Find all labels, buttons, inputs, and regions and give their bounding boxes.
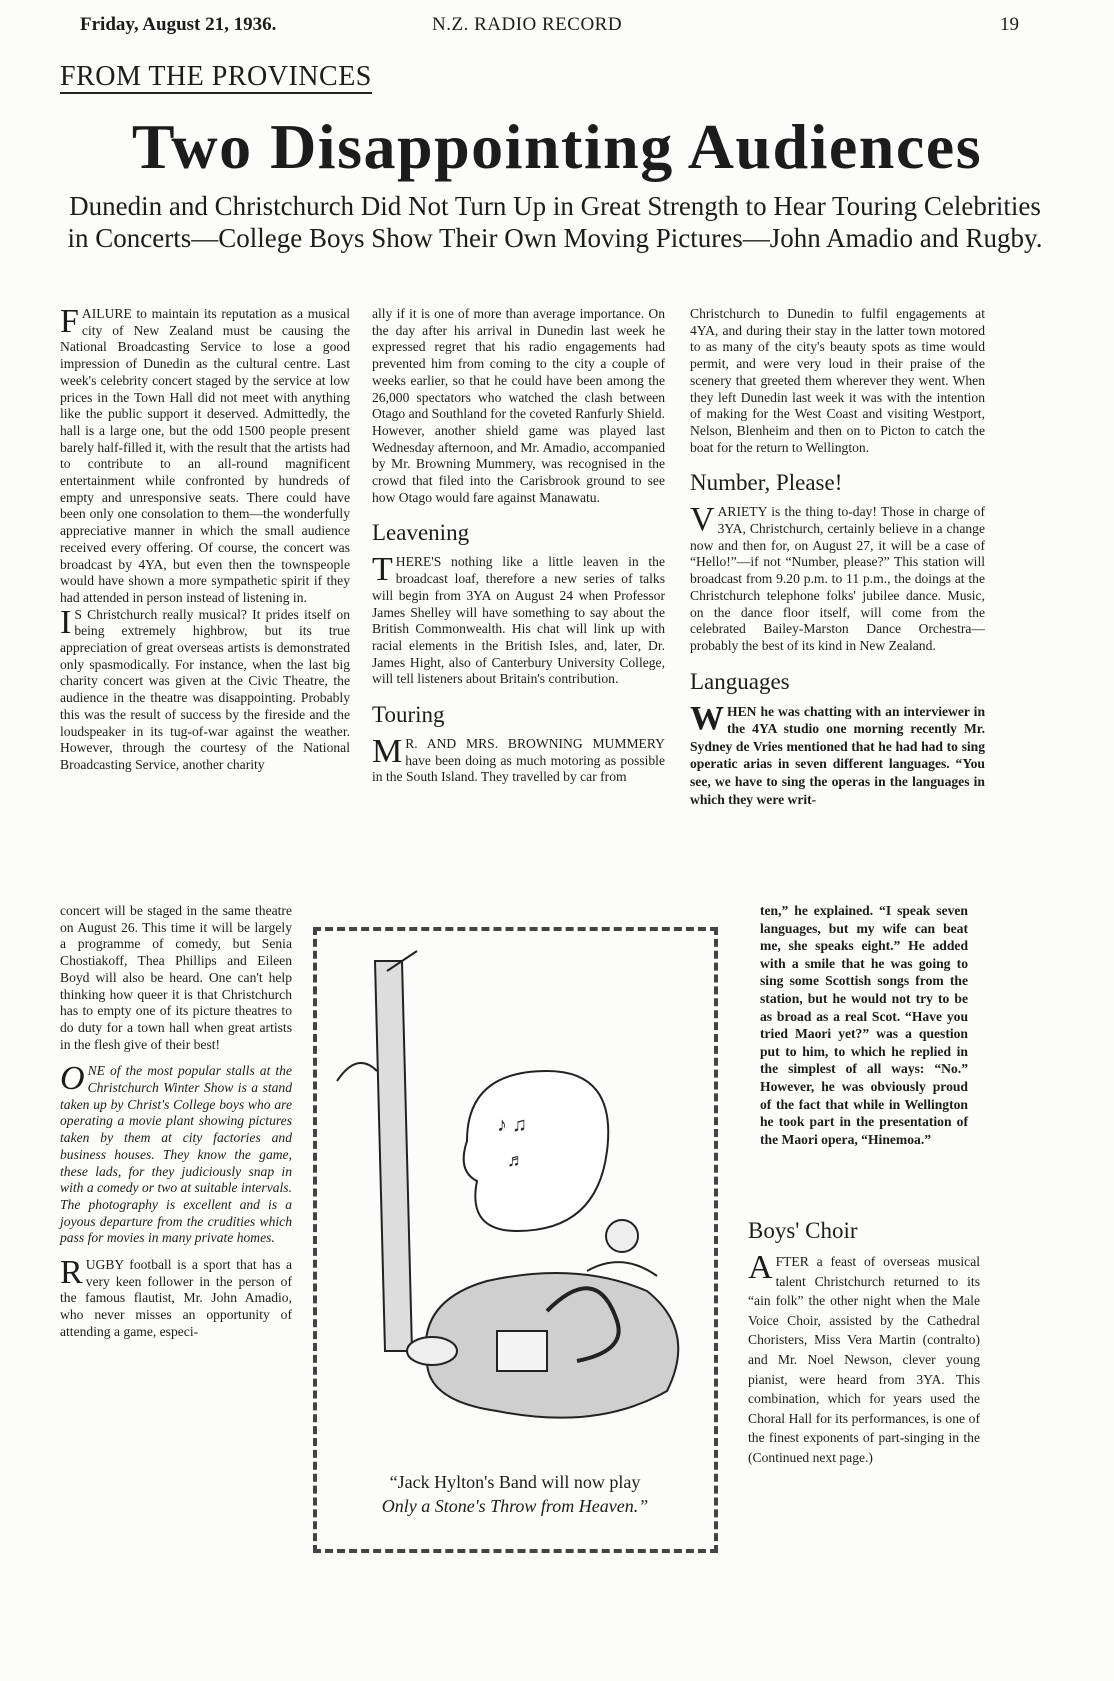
- drop-cap: V: [690, 501, 715, 539]
- paragraph-leavening: [372, 551, 665, 688]
- column-1-bottom: [60, 903, 292, 1341]
- paragraph-text: FTER a feast of overseas musical talent Christchurch returned to its “ain folk” the other night when the Male Voice Choir, assisted by the Cathedral Choristers, Miss Vera Martin (contralto) and Mr. Noel Newson, clever young pianist, were heard from 3YA. This combination, which for years used the Choral Hall for its performances, is one of the finest exponents of part-singing in the (Continued next page.): [748, 1254, 980, 1465]
- drop-cap: T: [372, 551, 393, 589]
- radio-box: [497, 1331, 547, 1371]
- paragraph-text: ally if it is one of more than average importance. On the day after his arrival in Dunedin last week he expressed regret that his radio engagements had prevented him from coming to the city a couple of weeks earlier, so that he could have been among the 26,000 spectators who watched the clash between Otago and Southland for the coveted Ranfurly Shield. However, another shield game was played last Wednesday afternoon, and Mr. Amadio, accompanied by Mr. Browning Mummery, was recognised in the crowd that filed into the Carisbrook ground to see how Otago would fare against Manawatu.: [372, 306, 665, 505]
- ghost-music-cloud: [464, 1071, 609, 1231]
- column-3-boys-choir: [748, 1218, 980, 1468]
- svg-text:♪ ♫: ♪ ♫: [497, 1114, 527, 1136]
- paragraph-failure: [60, 303, 350, 607]
- paragraph-touring: [372, 733, 665, 786]
- paragraph-text: UGBY football is a sport that has a very keen follower in the person of the famous flautist, Mr. John Amadio, who never misses an opportunity of attending a game, especi-: [60, 1257, 292, 1339]
- svg-text:♬: ♬: [507, 1150, 525, 1170]
- cartoon-illustration: [317, 931, 714, 1451]
- issue-date: Friday, August 21, 1936.: [80, 14, 277, 35]
- paragraph-text: Christchurch to Dunedin to fulfil engagements at 4YA, and during their stay in the latter town motored to as many of the city's beauty spots as time would permit, and were very loud in their praise of the scenery that greeted them wherever they went. When they left Dunedin last week it was with the intention of making for the West Coast and visiting Westport, Nelson, Blenheim and then on to Picton to catch the boat for the return to Wellington.: [690, 306, 985, 455]
- cartoon-caption: [330, 1470, 700, 1518]
- gramophone: [407, 1337, 457, 1365]
- subheadline: Dunedin and Christchurch Did Not Turn Up in Great Strength to Hear Touring Celebrities in Concerts—College Boys Show Their Own Moving Pictures—John Amadio and Rugby.: [67, 191, 1043, 253]
- cartoon-frame: [313, 927, 718, 1553]
- paragraph-text: HERE'S nothing like a little leaven in the broadcast loaf, therefore a new series of talks will begin from 3YA on August 24 when Professor James Shelley will have something to say about the British Commonwealth. His chat will link up with racial elements in the British Isles, and, later, Dr. James Hight, also of Canterbury University College, will tell listeners about Britain's contribution.: [372, 554, 665, 687]
- paragraph-text: HEN he was chatting with an interviewer in the 4YA studio one morning recently Mr. Sydney de Vries mentioned that he had had to sing operatic arias in seven different languages. “You see, we have to sing the operas in the languages in which they were writ-: [690, 703, 985, 807]
- subheading-boys-choir: Boys' Choir: [748, 1218, 858, 1243]
- tree-trunk: [375, 961, 412, 1351]
- paragraph-text: R. AND MRS. BROWNING MUMMERY have been doing as much motoring as possible in the South Island. They travelled by car from: [372, 736, 665, 785]
- paragraph-number-please: [690, 501, 985, 654]
- drop-cap: W: [690, 699, 724, 737]
- paragraph-rugby: [60, 1254, 292, 1341]
- drop-cap: A: [748, 1249, 773, 1286]
- paragraph-text: ten,” he explained. “I speak seven languages, but my wife can beat me, she speaks eight.” He added with a smile that he was going to sing some Scottish songs from the station, but he would not try to be as broad as a real Scot. “Have you tried Maori yet?” was a question put to him, to which he replied in the simplest of all ways: “No.” However, he was obviously proud of the fact that while in Wellington he took part in the presentation of the Maori opera, “Hinemoa.”: [760, 903, 968, 1147]
- subheading-leavening: Leavening: [372, 520, 470, 546]
- paragraph-text: S Christchurch really musical? It prides itself on being extremely highbrow, but its true appreciation of great overseas artists is demonstrated only spasmodically. For instance, when the last big charity concert was given at the Civic Theatre, the audience in the theatre was disappointing. Probably this was the result of success by the fireside and the loudspeaker in its tug-of-war against the weather. However, through the courtesy of the National Broadcasting Service, another charity: [60, 606, 350, 772]
- caption-line-2: Only a Stone's Throw from Heaven.”: [381, 1496, 649, 1516]
- drop-cap: R: [60, 1254, 83, 1292]
- man-head: [606, 1220, 638, 1252]
- drop-cap: M: [372, 733, 403, 771]
- paragraph-winter-show: [60, 1060, 292, 1247]
- subheading-number-please: Number, Please!: [690, 470, 843, 496]
- column-2: [372, 306, 665, 786]
- paragraph-languages: [690, 699, 985, 809]
- paragraph-boys-choir: [748, 1249, 980, 1468]
- page-number: 19: [1000, 14, 1019, 35]
- paragraph-text: ARIETY is the thing to-day! Those in charge of 3YA, Christchurch, certainly believe in a change now and then for, on August 27, it will be a case of “Hello!”—if not “Number, please?” This station will broadcast from 9.20 p.m. to 11 p.m., the doings at the Christchurch telephone folks' jubilee dance. Music, on the dance floor itself, will come from the celebrated Bailey-Marston Dance Orchestra—probably the best of its kind in New Zealand.: [690, 504, 985, 653]
- subheading-touring: Touring: [372, 702, 445, 728]
- section-kicker: FROM THE PROVINCES: [60, 61, 372, 92]
- grass-mound: [426, 1273, 679, 1418]
- drop-cap: I: [60, 603, 72, 641]
- publication-title: N.Z. RADIO RECORD: [432, 14, 623, 35]
- paragraph-text: AILURE to maintain its reputation as a musical city of New Zealand must be causing the National Broadcasting Service to lose a good impression of Dunedin as the cultural centre. Last week's celebrity concert staged by the service at low prices in the Town Hall did not meet with anything like the public support it deserved. Admittedly, the hall is a large one, but the odd 1500 people present barely half-filled it, with the result that the artists had to contribute to an all-round magnificent entertainment while confronted by hundreds of empty and unresponsive seats. There could have been only one consolation to them—the wonderfully appreciative manner in which the small audience received every offering. Of course, the concert was broadcast by 4YA, but even then the townspeople would have shown a more sympathetic spirit if they had attended in person instead of listening in.: [60, 306, 350, 605]
- subheading-languages: Languages: [690, 668, 790, 694]
- paragraph-text: concert will be staged in the same theatre on August 26. This time it will be largely a programme of comedy, but Senia Chostiakoff, Thea Phillips and Eileen Boyd will also be heard. One can't help thinking how queer it is that Christchurch has to empty one of its picture theatres to do duty for a town hall when great artists in the flesh give of their best!: [60, 903, 292, 1052]
- column-3-languages-cont: [760, 902, 968, 1148]
- caption-line-1: “Jack Hylton's Band will now play: [389, 1472, 641, 1492]
- drop-cap: F: [60, 303, 79, 340]
- column-1-top: [60, 303, 350, 774]
- headline: Two Disappointing Audiences: [131, 111, 983, 182]
- column-3-top: [690, 306, 985, 808]
- paragraph-text: NE of the most popular stalls at the Christchurch Winter Show is a stand taken up by Christ's College boys who are operating a movie plant showing pictures taken by them at city factories and business houses. They know the game, these lads, for they judiciously snap in with a comedy or two at suitable intervals. The photography is excellent and is a joyous departure from the crudities which pass for movies in many private homes.: [60, 1063, 292, 1246]
- drop-cap: O: [60, 1060, 85, 1098]
- paragraph-christchurch: [60, 603, 350, 774]
